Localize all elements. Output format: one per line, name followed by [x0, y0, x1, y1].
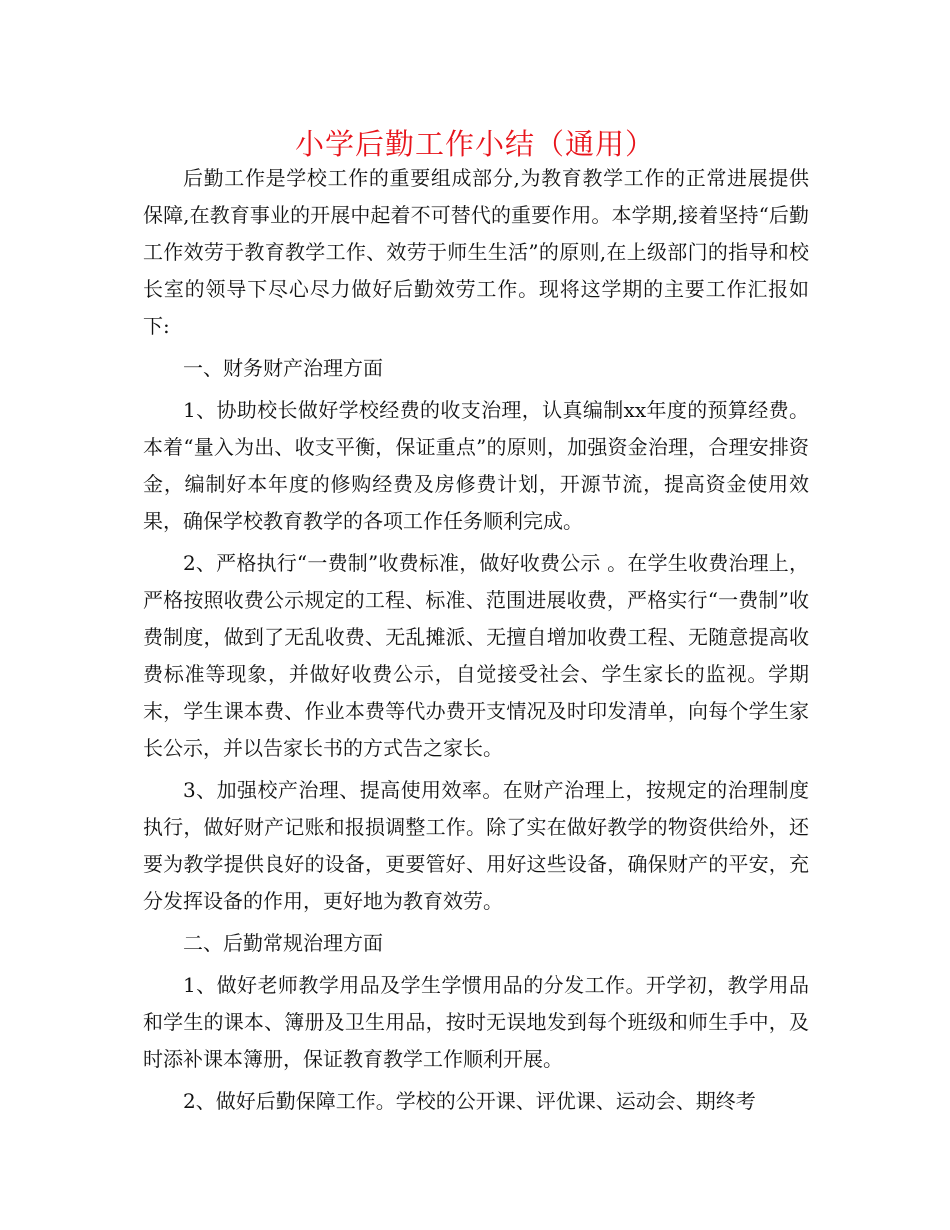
section-heading-finance: 一、财务财产治理方面: [183, 356, 383, 380]
section-heading-routine: 二、后勤常规治理方面: [183, 931, 383, 955]
paragraph-finance-2: 2、严格执行“一费制”收费标准，做好收费公示 。在学生收费治理上，严格按照收费公示规定的工程、标准、范围进展收费，严格实行“一费制”收费制度，做到了无乱收费、无乱摊派、无擅自增加收费工程、无随意提高收费标准等现象，并做好收费公示，自觉接受社会、学生家长的监视。学期末，学生课本费、作业本费等代办费开支情况及时印发清单，向每个学生家长公示，并以告家长书的方式告之家长。: [143, 551, 809, 760]
paragraph-routine-1: 1、做好老师教学用品及学生学惯用品的分发工作。开学初，教学用品和学生的课本、簿册及卫生用品，按时无误地发到每个班级和师生手中，及时添补课本簿册，保证教育教学工作顺利开展。: [143, 973, 809, 1071]
intro-paragraph: 后勤工作是学校工作的重要组成部分,为教育教学工作的正常进展提供保障,在教育事业的开展中起着不可替代的重要作用。本学期,接着坚持“后勤工作效劳于教育教学工作、效劳于师生生活”的原则,在上级部门的指导和校长室的领导下尽心尽力做好后勤效劳工作。现将这学期的主要工作汇报如下:: [143, 166, 809, 338]
paragraph-routine-2: 2、做好后勤保障工作。学校的公开课、评优课、运动会、期终考: [183, 1089, 756, 1113]
paragraph-finance-3: 3、加强校产治理、提高使用效率。在财产治理上，按规定的治理制度执行，做好财产记账和报损调整工作。除了实在做好教学的物资供给外，还要为教学提供良好的设备，更要管好、用好这些设备，确保财产的平安，充分发挥设备的作用，更好地为教育效劳。: [143, 778, 809, 913]
document-title: 小学后勤工作小结（通用）: [294, 127, 655, 161]
paragraph-finance-1: 1、协助校长做好学校经费的收支治理，认真编制xx年度的预算经费。本着“量入为出、收支平衡，保证重点”的原则，加强资金治理，合理安排资金，编制好本年度的修购经费及房修费计划，开源节流，提高资金使用效果，确保学校教育教学的各项工作任务顺利完成。: [143, 398, 809, 533]
document-body: [143, 160, 809, 1120]
